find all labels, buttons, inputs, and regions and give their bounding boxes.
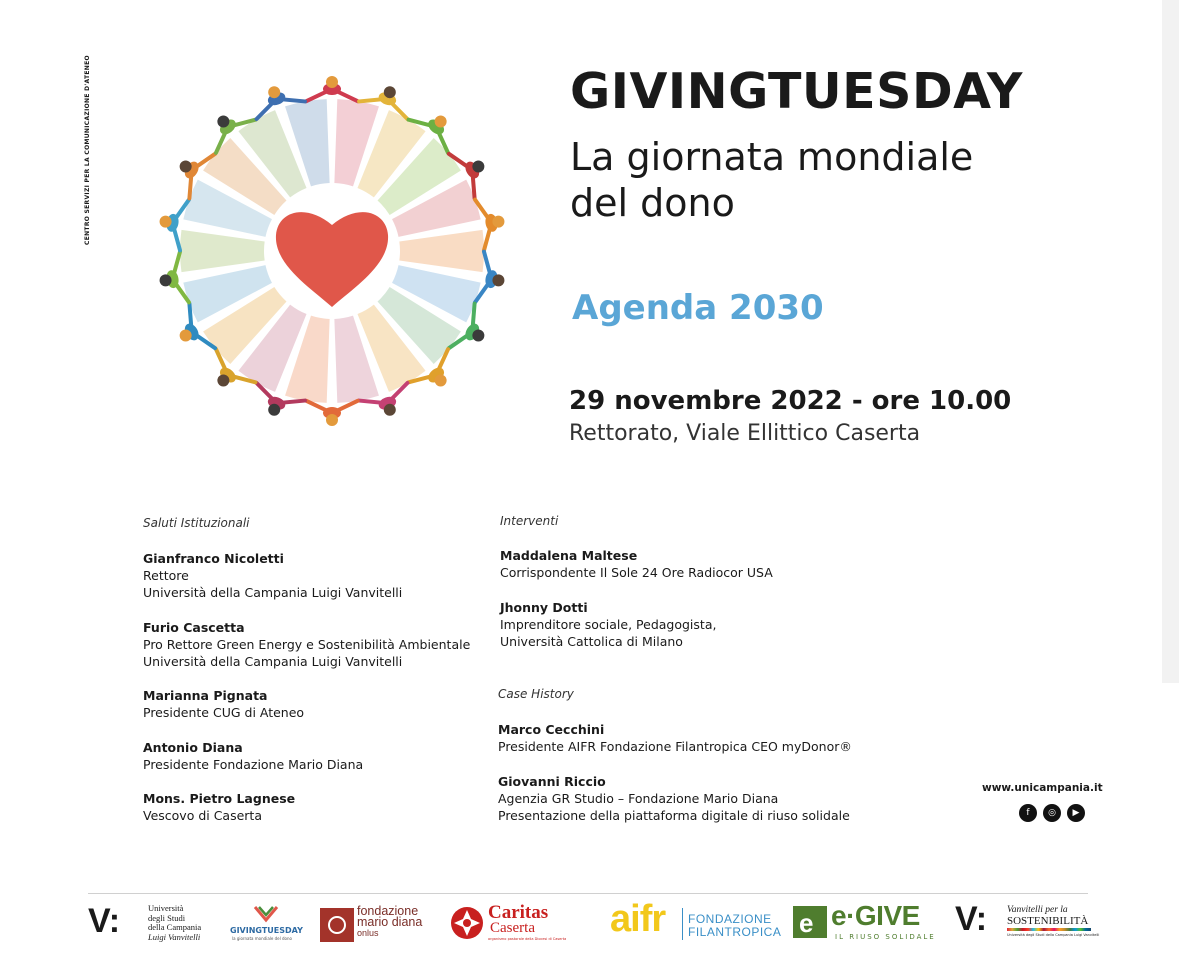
- logo-text: Caserta: [490, 920, 535, 936]
- egive-mark-icon: e: [793, 906, 827, 938]
- speaker-role: Vescovo di Caserta: [143, 808, 262, 823]
- logo-text: mario diana: [357, 915, 423, 929]
- logo-text: onlus: [357, 928, 379, 938]
- logo-text: della Campania: [148, 922, 202, 932]
- interventi-heading: Interventi: [500, 514, 559, 528]
- aifr-mark: aifr: [610, 898, 666, 940]
- speaker-name: Maddalena Maltese: [500, 548, 638, 563]
- ring-segment: [399, 230, 484, 272]
- speaker-affiliation: Presentazione della piattaforma digitale di riuso solidale: [498, 808, 850, 823]
- speaker-entry: [143, 739, 363, 773]
- speaker-affiliation: Università Cattolica di Milano: [500, 634, 683, 649]
- logo-text: Università: [148, 903, 184, 913]
- speaker-role: Rettore: [143, 568, 189, 583]
- logo-text: la giornata mondiale del dono: [232, 936, 292, 941]
- logo-text: organismo pastorale della Diocesi di Caserta: [488, 937, 567, 941]
- logo-mark: V:: [955, 900, 988, 938]
- givingtuesday-logo: [228, 900, 303, 948]
- logo-text: Università degli Studi della Campania Luigi Vanvitelli: [1007, 933, 1100, 937]
- logo-text: degli Studi: [148, 912, 186, 923]
- footer-divider: [88, 893, 1088, 894]
- speaker-name: Mons. Pietro Lagnese: [143, 791, 296, 806]
- subtitle-line-2: del dono: [570, 181, 735, 225]
- instagram-icon[interactable]: ◎: [1043, 804, 1061, 822]
- page-edge-strip: [1162, 0, 1179, 683]
- logo-text: IL RIUSO SOLIDALE: [835, 933, 936, 941]
- caritas-cross-icon: [450, 906, 484, 940]
- speaker-entry: [500, 547, 773, 581]
- speaker-name: Marianna Pignata: [143, 688, 268, 703]
- side-note-text: CENTRO SERVIZI PER LA COMUNICAZIONE D'ATENEO: [84, 55, 91, 245]
- heart-icon: [276, 212, 388, 307]
- speaker-name: Jhonny Dotti: [500, 600, 588, 615]
- event-title: GIVINGTUESDAY: [570, 63, 1023, 120]
- ring-segment: [180, 230, 265, 272]
- speaker-name: Giovanni Riccio: [498, 774, 606, 789]
- website-link[interactable]: www.unicampania.it: [982, 782, 1103, 794]
- speaker-role: Imprenditore sociale, Pedagogista,: [500, 617, 717, 632]
- speaker-name: Antonio Diana: [143, 740, 243, 755]
- egive-logo: [793, 900, 943, 948]
- speaker-role: Presidente AIFR Fondazione Filantropica CEO myDonor®: [498, 739, 852, 754]
- speaker-role: Presidente Fondazione Mario Diana: [143, 757, 364, 772]
- speaker-entry: [143, 550, 402, 601]
- people-ring-illustration: [150, 66, 515, 436]
- heart-mark-icon: [253, 904, 279, 924]
- speaker-affiliation: Università della Campania Luigi Vanvitelli: [143, 654, 403, 669]
- speaker-entry: [498, 721, 852, 755]
- logo-text: GIVINGTUESDAY: [230, 926, 303, 935]
- speaker-entry: [500, 599, 716, 650]
- youtube-icon[interactable]: ▶: [1067, 804, 1085, 822]
- logo-text: SOSTENIBILITÀ: [1007, 915, 1089, 927]
- logo-text: Vanvitelli per la: [1007, 905, 1068, 915]
- agenda-label: Agenda 2030: [572, 288, 824, 328]
- side-note: [80, 55, 100, 250]
- logo-text: Luigi Vanvitelli: [148, 931, 201, 942]
- speaker-role: Pro Rettore Green Energy e Sostenibilità Ambientale: [143, 637, 471, 652]
- person-figure: [306, 401, 357, 426]
- fondazione-mario-diana-logo: [320, 900, 440, 948]
- saluti-heading: Saluti Istituzionali: [143, 516, 250, 530]
- vanvitelli-sostenibilita-logo: [955, 900, 1100, 948]
- person-figure: [306, 76, 357, 101]
- event-date: 29 novembre 2022 - ore 10.00: [569, 386, 1012, 416]
- caritas-caserta-logo: [450, 900, 580, 948]
- speaker-entry: [143, 790, 295, 824]
- logo-text: FILANTROPICA: [688, 925, 782, 939]
- logo-text: fondazione: [357, 904, 419, 918]
- speaker-entry: [498, 773, 850, 824]
- logo-text: e·GIVE: [831, 900, 920, 931]
- speaker-role: Presidente CUG di Ateneo: [143, 705, 305, 720]
- fondazione-mark-icon: [320, 908, 354, 942]
- speaker-entry: [143, 619, 470, 670]
- aifr-logo: [610, 898, 782, 948]
- case-history-heading: Case History: [498, 687, 574, 701]
- speaker-name: Furio Cascetta: [143, 620, 245, 635]
- speaker-name: Marco Cecchini: [498, 722, 605, 737]
- speaker-affiliation: Università della Campania Luigi Vanvitelli: [143, 585, 403, 600]
- speaker-entry: [143, 687, 304, 721]
- logo-text: Caritas: [488, 902, 549, 923]
- facebook-icon[interactable]: f: [1019, 804, 1037, 822]
- event-place: Rettorato, Viale Ellittico Caserta: [569, 421, 921, 446]
- speaker-name: Gianfranco Nicoletti: [143, 551, 284, 566]
- speaker-role: Agenzia GR Studio – Fondazione Mario Diana: [498, 791, 779, 806]
- subtitle-line-1: La giornata mondiale: [570, 135, 974, 179]
- event-subtitle: [570, 134, 1090, 226]
- vanvitelli-logo: [88, 900, 213, 948]
- logo-text: FONDAZIONE: [688, 912, 772, 926]
- vanvitelli-mark: V:: [88, 902, 121, 940]
- speaker-role: Corrispondente Il Sole 24 Ore Radiocor USA: [500, 565, 773, 580]
